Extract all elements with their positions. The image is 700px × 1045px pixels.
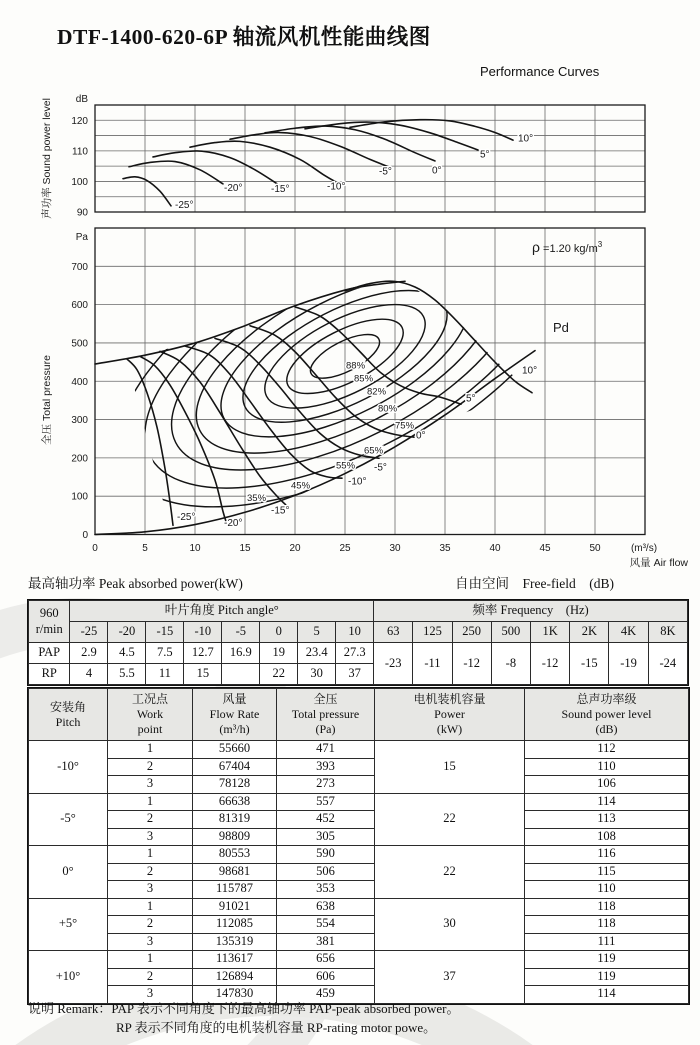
pitch-angle-value: -5 <box>222 622 260 643</box>
rp-value: 5.5 <box>108 664 146 685</box>
sound-level-cell: 114 <box>525 986 689 1004</box>
x-tick-label: 10 <box>189 543 201 554</box>
pitch-angle-value: 10 <box>336 622 374 643</box>
efficiency-label: 45% <box>291 480 311 492</box>
x-axis-title: 风量 Air flow <box>629 557 688 569</box>
sound-level-cell: 116 <box>525 846 689 864</box>
flow-rate-cell: 112085 <box>193 916 277 934</box>
work-point-cell: 1 <box>108 793 193 811</box>
pitch-angle-value: 5 <box>298 622 336 643</box>
remark <box>28 1000 460 1038</box>
column-header: 总声功率级 Sound power level (dB) <box>525 689 689 741</box>
free-field-label: 自由空间 Free-field (dB) <box>455 576 614 591</box>
sound-level-cell: 119 <box>525 968 689 986</box>
table-row <box>29 881 689 899</box>
power-cell: 22 <box>375 846 525 899</box>
curve-label: 10° <box>522 365 538 377</box>
curve-label: -25° <box>177 511 196 523</box>
frequency-header: 频率 Frequency (Hz) <box>374 601 688 622</box>
freq-correction-value: -15 <box>570 643 609 685</box>
speed-cell: 960 r/min <box>29 601 70 643</box>
total-pressure-chart <box>40 144 688 569</box>
work-point-cell: 2 <box>108 863 193 881</box>
rp-value: 11 <box>146 664 184 685</box>
curve-label: -25° <box>175 200 194 212</box>
flow-rate-cell: 78128 <box>193 776 277 794</box>
column-header: 风量 Flow Rate (m³/h) <box>193 689 277 741</box>
curve-label: 0° <box>432 165 442 177</box>
column-header: 安装角 Pitch <box>29 689 108 741</box>
flow-rate-cell: 126894 <box>193 968 277 986</box>
pressure-cell: 590 <box>277 846 375 864</box>
peak-absorbed-power-label: 最高轴功率 Peak absorbed power(kW) <box>28 576 243 591</box>
work-point-cell: 3 <box>108 933 193 951</box>
frequency-value: 1K <box>531 622 570 643</box>
sound-level-cell: 110 <box>525 881 689 899</box>
y-axis-unit: dB <box>75 94 88 105</box>
efficiency-label: 85% <box>354 373 374 385</box>
flow-rate-cell: 66638 <box>193 793 277 811</box>
pitch-angle-value: 0 <box>260 622 298 643</box>
y-axis-title: 声功率 Sound power level <box>41 98 53 219</box>
column-header: 工况点 Work point <box>108 689 193 741</box>
freq-correction-value: -8 <box>491 643 530 685</box>
power-cell: 22 <box>375 793 525 846</box>
sound-curve <box>129 161 223 184</box>
page-title: DTF-1400-620-6P 轴流风机性能曲线图 <box>57 25 431 49</box>
work-point-cell: 3 <box>108 828 193 846</box>
pressure-curve <box>345 281 532 393</box>
x-tick-label: 50 <box>589 543 601 554</box>
y-tick-label: 600 <box>71 300 88 312</box>
flow-rate-cell: 147830 <box>193 986 277 1004</box>
efficiency-label: 35% <box>247 492 267 504</box>
remark-line2: RP 表示不同角度的电机装机容量 RP-rating motor powe。 <box>116 1019 437 1035</box>
pressure-curve <box>185 346 342 478</box>
curve-label: -10° <box>348 476 367 488</box>
curve-label: 0° <box>416 430 426 442</box>
operating-points-table <box>28 688 689 1004</box>
flow-rate-cell: 80553 <box>193 846 277 864</box>
pitch-angle-header: 叶片角度 Pitch angle° <box>70 601 374 622</box>
flow-rate-cell: 113617 <box>193 951 277 969</box>
power-cell: 15 <box>375 741 525 794</box>
frequency-value: 500 <box>491 622 530 643</box>
pressure-cell: 471 <box>277 741 375 759</box>
curve-label: -15° <box>271 183 290 195</box>
pressure-cell: 393 <box>277 758 375 776</box>
pd-label: Pd <box>553 320 569 336</box>
power-frequency-table <box>28 600 688 685</box>
table-row <box>29 916 689 934</box>
sound-level-cell: 106 <box>525 776 689 794</box>
sound-level-cell: 115 <box>525 863 689 881</box>
pap-value: 19 <box>260 643 298 664</box>
x-tick-label: 20 <box>289 543 301 554</box>
flow-rate-cell: 135319 <box>193 933 277 951</box>
sound-curve <box>153 151 281 186</box>
rp-value: 30 <box>298 664 336 685</box>
pap-value: 4.5 <box>108 643 146 664</box>
x-axis-unit: (m³/s) <box>630 543 658 554</box>
x-tick-label: 35 <box>439 543 451 554</box>
table-row <box>29 933 689 951</box>
sound-power-chart <box>40 94 645 219</box>
pitch-cell: +10° <box>29 951 108 1004</box>
curve-label: -5° <box>374 462 387 474</box>
work-point-cell: 2 <box>108 916 193 934</box>
pressure-cell: 506 <box>277 863 375 881</box>
pressure-cell: 459 <box>277 986 375 1004</box>
table-row <box>29 758 689 776</box>
frequency-value: 125 <box>413 622 452 643</box>
work-point-cell: 1 <box>108 898 193 916</box>
frequency-value: 250 <box>452 622 491 643</box>
power-cell: 30 <box>375 898 525 951</box>
sound-level-cell: 110 <box>525 758 689 776</box>
rp-value: 22 <box>260 664 298 685</box>
y-tick-label: 400 <box>71 376 88 388</box>
y-axis-title: 全压 Total pressure <box>41 355 53 445</box>
work-point-cell: 1 <box>108 846 193 864</box>
pressure-curve <box>215 338 379 458</box>
table-row <box>29 898 689 916</box>
x-tick-label: 45 <box>539 543 551 554</box>
freq-correction-value: -12 <box>531 643 570 685</box>
work-point-cell: 2 <box>108 758 193 776</box>
table-row <box>29 828 689 846</box>
x-tick-label: 0 <box>92 543 98 554</box>
pitch-angle-value: -15 <box>146 622 184 643</box>
efficiency-label: 88% <box>346 360 366 372</box>
curve-label: -5° <box>379 166 392 178</box>
pap-value: 2.9 <box>70 643 108 664</box>
work-point-cell: 2 <box>108 968 193 986</box>
pressure-cell: 353 <box>277 881 375 899</box>
x-tick-label: 30 <box>389 543 401 554</box>
curve-label: -15° <box>271 505 290 517</box>
pitch-cell: -10° <box>29 741 108 794</box>
pap-value: 12.7 <box>184 643 222 664</box>
table-row <box>29 863 689 881</box>
sound-curve <box>350 120 513 141</box>
flow-rate-cell: 98809 <box>193 828 277 846</box>
mid-labels <box>28 572 688 592</box>
sound-level-cell: 111 <box>525 933 689 951</box>
curve-label: 10° <box>518 133 534 145</box>
pitch-cell: +5° <box>29 898 108 951</box>
curve-label: -10° <box>327 181 346 193</box>
power-cell: 37 <box>375 951 525 1004</box>
freq-correction-value: -23 <box>374 643 413 685</box>
pressure-cell: 557 <box>277 793 375 811</box>
row-label-pap: PAP <box>29 643 70 664</box>
pressure-cell: 554 <box>277 916 375 934</box>
table-row <box>29 968 689 986</box>
table-row <box>29 811 689 829</box>
row-label-rp: RP <box>29 664 70 685</box>
pitch-angle-value: -10 <box>184 622 222 643</box>
frequency-value: 63 <box>374 622 413 643</box>
chart-frame <box>95 105 645 212</box>
rp-value: 37 <box>336 664 374 685</box>
freq-correction-value: -11 <box>413 643 452 685</box>
y-tick-label: 110 <box>72 146 88 158</box>
column-header: 全压 Total pressure (Pa) <box>277 689 375 741</box>
table-row <box>29 793 689 811</box>
pap-value: 7.5 <box>146 643 184 664</box>
x-tick-label: 5 <box>142 543 148 554</box>
sound-level-cell: 113 <box>525 811 689 829</box>
pitch-angle-value: -20 <box>108 622 146 643</box>
pitch-cell: -5° <box>29 793 108 846</box>
efficiency-label: 55% <box>336 460 356 472</box>
flow-rate-cell: 115787 <box>193 881 277 899</box>
y-tick-label: 500 <box>71 338 88 350</box>
efficiency-label: 75% <box>395 420 415 432</box>
pitch-cell: 0° <box>29 846 108 899</box>
freq-correction-value: -19 <box>609 643 648 685</box>
rp-value <box>222 664 260 685</box>
sound-level-cell: 114 <box>525 793 689 811</box>
pressure-cell: 381 <box>277 933 375 951</box>
efficiency-label: 80% <box>378 403 398 415</box>
table-row <box>29 951 689 969</box>
work-point-cell: 1 <box>108 951 193 969</box>
pressure-cell: 305 <box>277 828 375 846</box>
density-label: ρ =1.20 $kg/m^3$ <box>532 239 603 255</box>
x-tick-label: 25 <box>339 543 351 554</box>
frequency-value: 8K <box>648 622 687 643</box>
work-point-cell: 2 <box>108 811 193 829</box>
table-row <box>29 846 689 864</box>
sound-level-cell: 108 <box>525 828 689 846</box>
y-tick-label: 0 <box>82 530 88 541</box>
y-tick-label: 100 <box>71 176 88 188</box>
work-point-cell: 3 <box>108 881 193 899</box>
y-tick-label: 90 <box>76 207 88 219</box>
y-tick-label: 120 <box>71 115 88 127</box>
pressure-cell: 273 <box>277 776 375 794</box>
efficiency-label: 82% <box>367 386 387 398</box>
flow-rate-cell: 98681 <box>193 863 277 881</box>
frequency-value: 2K <box>570 622 609 643</box>
table-row <box>29 776 689 794</box>
pap-value: 27.3 <box>336 643 374 664</box>
table-row <box>29 741 689 759</box>
rp-value: 4 <box>70 664 108 685</box>
rp-value: 15 <box>184 664 222 685</box>
x-tick-label: 15 <box>239 543 251 554</box>
curve-label: -20° <box>224 182 243 194</box>
pap-value: 23.4 <box>298 643 336 664</box>
sound-level-cell: 118 <box>525 898 689 916</box>
freq-correction-value: -12 <box>452 643 491 685</box>
curve-label: -20° <box>224 518 243 530</box>
pressure-cell: 656 <box>277 951 375 969</box>
y-tick-label: 200 <box>71 453 88 465</box>
sound-level-cell: 112 <box>525 741 689 759</box>
y-tick-label: 700 <box>71 261 88 273</box>
freq-correction-value: -24 <box>648 643 687 685</box>
flow-rate-cell: 91021 <box>193 898 277 916</box>
y-tick-label: 300 <box>71 415 88 427</box>
pap-value: 16.9 <box>222 643 260 664</box>
sound-level-cell: 118 <box>525 916 689 934</box>
work-point-cell: 1 <box>108 741 193 759</box>
x-tick-label: 40 <box>489 543 501 554</box>
work-point-cell: 3 <box>108 986 193 1004</box>
flow-rate-cell: 67404 <box>193 758 277 776</box>
sound-curve <box>230 132 390 167</box>
remark-line1: 说明 Remark：PAP 表示不同角度下的最高轴功率 PAP-peak absorbed power。 <box>28 1001 460 1016</box>
y-axis-unit: Pa <box>75 232 88 243</box>
curve-label: 5° <box>480 149 490 161</box>
flow-rate-cell: 81319 <box>193 811 277 829</box>
curve-label: 5° <box>466 393 476 405</box>
pitch-angle-value: -25 <box>70 622 108 643</box>
sound-level-cell: 119 <box>525 951 689 969</box>
efficiency-label: 65% <box>364 445 384 457</box>
pressure-cell: 606 <box>277 968 375 986</box>
frequency-value: 4K <box>609 622 648 643</box>
subtitle-performance-curves: Performance Curves <box>480 64 600 79</box>
pressure-cell: 638 <box>277 898 375 916</box>
work-point-cell: 3 <box>108 776 193 794</box>
y-tick-label: 100 <box>71 491 88 503</box>
column-header: 电机装机容量 Power (kW) <box>375 689 525 741</box>
flow-rate-cell: 55660 <box>193 741 277 759</box>
pressure-cell: 452 <box>277 811 375 829</box>
